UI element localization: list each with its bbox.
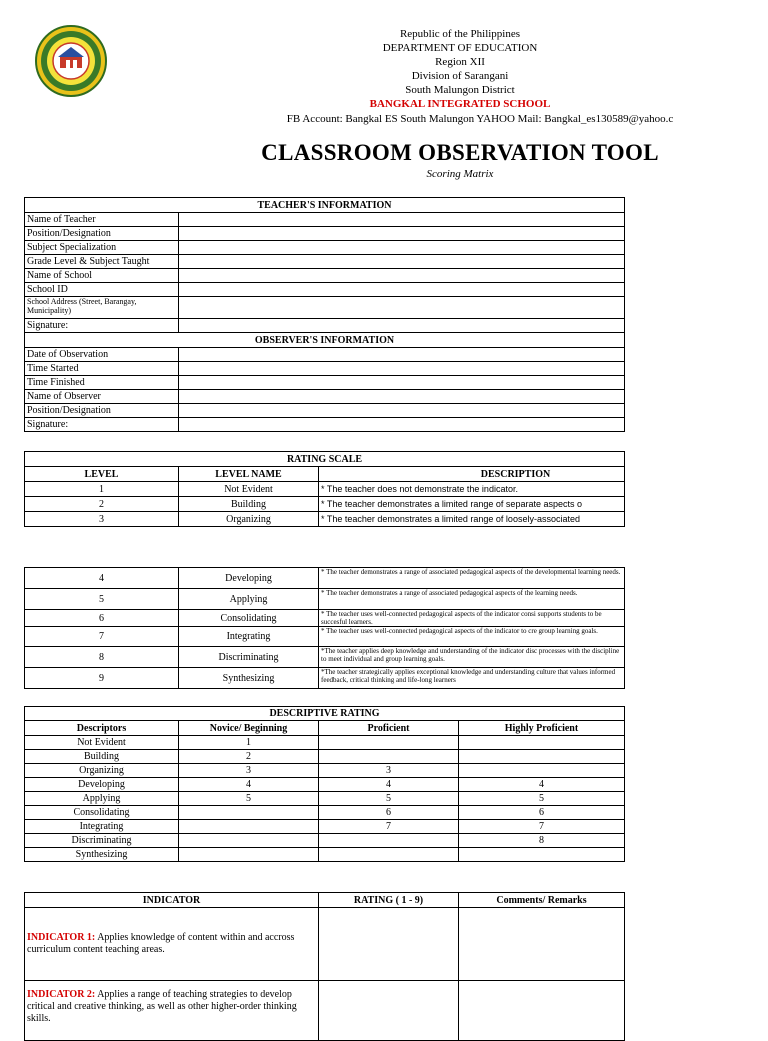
proficient-cell: 3 xyxy=(319,764,459,778)
time-finished-field[interactable] xyxy=(179,376,625,390)
description-cell: *The teacher applies deep knowledge and understanding of the indicator disc processes with the discipline to meet individual and group learning goals. xyxy=(319,647,625,668)
highly-proficient-cell: 8 xyxy=(459,834,625,848)
description-cell: * The teacher uses well-connected pedagogical aspects of the indicator to cre group learning goals. xyxy=(319,627,625,647)
time-started-field[interactable] xyxy=(179,362,625,376)
table-row xyxy=(25,627,625,647)
table-row xyxy=(25,647,625,668)
highly-proficient-cell xyxy=(459,736,625,750)
indicator-1-rating-field[interactable] xyxy=(319,908,459,981)
level-name-cell: Discriminating xyxy=(179,647,319,668)
highly-proficient-cell xyxy=(459,750,625,764)
indicator-label: INDICATOR 1: xyxy=(27,932,96,943)
indicator-2-rating-field[interactable] xyxy=(319,981,459,1041)
highly-proficient-cell xyxy=(459,848,625,862)
indicator-1-remarks-field[interactable] xyxy=(459,908,625,981)
highly-proficient-cell: 6 xyxy=(459,806,625,820)
descriptor-cell: Discriminating xyxy=(25,834,179,848)
descriptor-cell: Consolidating xyxy=(25,806,179,820)
description-cell: * The teacher does not demonstrate the indicator. xyxy=(319,482,625,497)
table-row xyxy=(25,589,625,610)
description-cell: *The teacher strategically applies exceptional knowledge and understanding culture that values informed feedback, critical thinking and life-long learners xyxy=(319,668,625,689)
header-district: South Malungon District xyxy=(405,84,515,96)
level-cell: 9 xyxy=(25,668,179,689)
table-row xyxy=(25,848,625,862)
column-header: INDICATOR xyxy=(25,893,319,908)
highly-proficient-cell xyxy=(459,764,625,778)
column-header: Highly Proficient xyxy=(459,721,625,736)
column-header: LEVEL xyxy=(25,467,179,482)
highly-proficient-cell: 4 xyxy=(459,778,625,792)
level-name-cell: Integrating xyxy=(179,627,319,647)
field-label: Position/Designation xyxy=(25,227,179,241)
contact-info: FB Account: Bangkal ES South Malungon YAHOO Mail: Bangkal_es130589@yahoo.c xyxy=(286,113,674,125)
descriptor-cell: Not Evident xyxy=(25,736,179,750)
subject-specialization-field[interactable] xyxy=(179,241,625,255)
table-row xyxy=(25,778,625,792)
level-cell: 8 xyxy=(25,647,179,668)
field-label: Name of Teacher xyxy=(25,213,179,227)
description-cell: * The teacher demonstrates a range of associated pedagogical aspects of the learning needs. xyxy=(319,589,625,610)
table-row xyxy=(25,908,625,981)
rating-scale-table xyxy=(24,451,625,527)
level-name-cell: Not Evident xyxy=(179,482,319,497)
table-row xyxy=(25,820,625,834)
proficient-cell xyxy=(319,750,459,764)
observer-info-heading: OBSERVER'S INFORMATION xyxy=(25,333,625,348)
header-region: Region XII xyxy=(435,56,485,68)
indicator-2-cell xyxy=(25,981,319,1041)
school-address-field[interactable] xyxy=(179,297,625,319)
school-name: BANGKAL INTEGRATED SCHOOL xyxy=(369,98,551,110)
novice-cell xyxy=(179,848,319,862)
descriptor-cell: Developing xyxy=(25,778,179,792)
table-row xyxy=(25,668,625,689)
table-row xyxy=(25,764,625,778)
column-header: LEVEL NAME xyxy=(179,467,319,482)
column-header: Proficient xyxy=(319,721,459,736)
proficient-cell xyxy=(319,736,459,750)
page-subtitle: Scoring Matrix xyxy=(426,168,494,180)
name-of-observer-field[interactable] xyxy=(179,390,625,404)
novice-cell: 4 xyxy=(179,778,319,792)
highly-proficient-cell: 7 xyxy=(459,820,625,834)
table-row xyxy=(25,482,625,497)
novice-cell: 2 xyxy=(179,750,319,764)
field-label: Signature: xyxy=(25,418,179,432)
novice-cell xyxy=(179,820,319,834)
field-label: Time Started xyxy=(25,362,179,376)
proficient-cell xyxy=(319,834,459,848)
indicator-1-cell xyxy=(25,908,319,981)
level-name-cell: Organizing xyxy=(179,512,319,527)
field-label: Signature: xyxy=(25,319,179,333)
field-label: Date of Observation xyxy=(25,348,179,362)
novice-cell xyxy=(179,834,319,848)
description-cell: * The teacher demonstrates a limited range of loosely-associated xyxy=(319,512,625,527)
rating-scale-heading: RATING SCALE xyxy=(25,452,625,467)
level-name-cell: Synthesizing xyxy=(179,668,319,689)
table-row xyxy=(25,792,625,806)
field-label: Name of School xyxy=(25,269,179,283)
date-of-observation-field[interactable] xyxy=(179,348,625,362)
proficient-cell: 4 xyxy=(319,778,459,792)
table-row xyxy=(25,736,625,750)
indicator-2-remarks-field[interactable] xyxy=(459,981,625,1041)
indicator-text: Applies a range of teaching strategies to develop critical and creative thinking, as well as other higher-order thinking skills. xyxy=(27,989,297,1024)
descriptor-cell: Building xyxy=(25,750,179,764)
level-name-cell: Building xyxy=(179,497,319,512)
level-name-cell: Consolidating xyxy=(179,610,319,627)
novice-cell: 3 xyxy=(179,764,319,778)
header-division: Division of Sarangani xyxy=(411,70,509,82)
information-table xyxy=(24,197,625,432)
table-row xyxy=(25,750,625,764)
description-cell: * The teacher uses well-connected pedagogical aspects of the indicator consi supports students to be succesful learners. xyxy=(319,610,625,627)
table-row xyxy=(25,610,625,627)
grade-level-field[interactable] xyxy=(179,255,625,269)
field-label: School Address (Street, Barangay, Municipality) xyxy=(25,297,179,319)
header-republic: Republic of the Philippines xyxy=(399,28,521,40)
field-label: Position/Designation xyxy=(25,404,179,418)
column-header: Descriptors xyxy=(25,721,179,736)
proficient-cell: 5 xyxy=(319,792,459,806)
position-field[interactable] xyxy=(179,227,625,241)
observer-signature-field[interactable] xyxy=(179,418,625,432)
column-header: Novice/ Beginning xyxy=(179,721,319,736)
novice-cell xyxy=(179,806,319,820)
descriptive-rating-heading: DESCRIPTIVE RATING xyxy=(25,707,625,721)
level-cell: 4 xyxy=(25,568,179,589)
column-header: Comments/ Remarks xyxy=(459,893,625,908)
school-id-field[interactable] xyxy=(179,283,625,297)
field-label: Grade Level & Subject Taught xyxy=(25,255,179,269)
descriptor-cell: Applying xyxy=(25,792,179,806)
observer-position-field[interactable] xyxy=(179,404,625,418)
level-cell: 6 xyxy=(25,610,179,627)
field-label: Name of Observer xyxy=(25,390,179,404)
table-row xyxy=(25,806,625,820)
descriptive-rating-table xyxy=(24,706,625,862)
header-department: DEPARTMENT OF EDUCATION xyxy=(382,42,538,54)
level-cell: 3 xyxy=(25,512,179,527)
school-name-field[interactable] xyxy=(179,269,625,283)
page-title: CLASSROOM OBSERVATION TOOL xyxy=(261,140,659,165)
field-label: Time Finished xyxy=(25,376,179,390)
column-header: RATING ( 1 - 9) xyxy=(319,893,459,908)
level-cell: 7 xyxy=(25,627,179,647)
table-row xyxy=(25,512,625,527)
descriptor-cell: Integrating xyxy=(25,820,179,834)
teacher-info-heading: TEACHER'S INFORMATION xyxy=(25,198,625,213)
level-cell: 2 xyxy=(25,497,179,512)
table-row xyxy=(25,981,625,1041)
column-header: DESCRIPTION xyxy=(319,467,625,482)
proficient-cell: 7 xyxy=(319,820,459,834)
level-name-cell: Developing xyxy=(179,568,319,589)
indicator-text: Applies knowledge of content within and accross curriculum content teaching areas. xyxy=(27,932,295,955)
indicator-label: INDICATOR 2: xyxy=(27,989,96,1000)
descriptor-cell: Organizing xyxy=(25,764,179,778)
field-label: Subject Specialization xyxy=(25,241,179,255)
description-cell: * The teacher demonstrates a range of associated pedagogical aspects of the developmental learning needs. xyxy=(319,568,625,589)
highly-proficient-cell: 5 xyxy=(459,792,625,806)
table-row xyxy=(25,568,625,589)
level-cell: 5 xyxy=(25,589,179,610)
proficient-cell xyxy=(319,848,459,862)
description-cell: * The teacher demonstrates a limited range of separate aspects o xyxy=(319,497,625,512)
name-of-teacher-field[interactable] xyxy=(179,213,625,227)
indicator-table xyxy=(24,892,625,1041)
table-row xyxy=(25,497,625,512)
field-label: School ID xyxy=(25,283,179,297)
teacher-signature-field[interactable] xyxy=(179,319,625,333)
level-name-cell: Applying xyxy=(179,589,319,610)
novice-cell: 5 xyxy=(179,792,319,806)
novice-cell: 1 xyxy=(179,736,319,750)
table-row xyxy=(25,834,625,848)
rating-scale-continued-table xyxy=(24,567,625,689)
proficient-cell: 6 xyxy=(319,806,459,820)
level-cell: 1 xyxy=(25,482,179,497)
descriptor-cell: Synthesizing xyxy=(25,848,179,862)
